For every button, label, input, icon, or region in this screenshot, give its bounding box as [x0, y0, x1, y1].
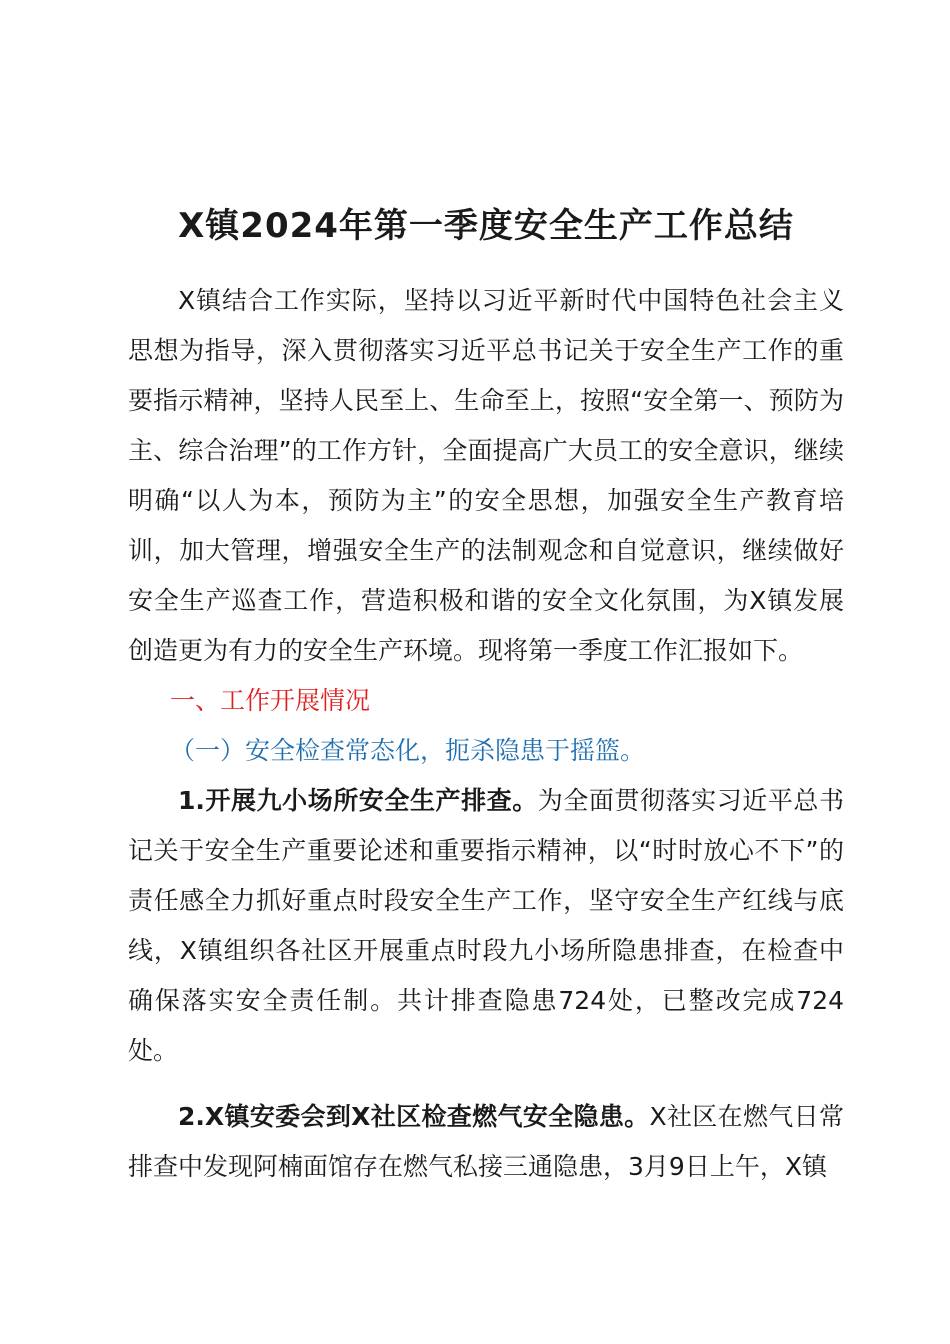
document-page [128, 200, 844, 1192]
item-2-lead: 2.X镇安委会到X社区检查燃气安全隐患。 [178, 1102, 650, 1131]
document-title: X镇2024年第一季度安全生产工作总结 [178, 206, 794, 246]
section-heading-work-progress: 一、工作开展情况 [170, 686, 371, 715]
item-1-body: 为全面贯彻落实习近平总书记关于安全生产重要论述和重要指示精神，以“时时放心不下”的责任感全力抓好重点时段安全生产工作，坚守安全生产红线与底线，X镇组织各社区开展重点时段九小场所隐患排查，在检查中确保落实安全责任制。共计排查隐患724处，已整改完成724处。 [128, 786, 844, 1065]
item-paragraph-1 [128, 776, 844, 1076]
item-1-lead: 1.开展九小场所安全生产排查。 [178, 786, 538, 815]
intro-paragraph: X镇结合工作实际，坚持以习近平新时代中国特色社会主义思想为指导，深入贯彻落实习近平总书记关于安全生产工作的重要指示精神，坚持人民至上、生命至上，按照“安全第一、预防为主、综合治理”的工作方针，全面提高广大员工的安全意识，继续明确“以人为本，预防为主”的安全思想，加强安全生产教育培训，加大管理，增强安全生产的法制观念和自觉意识，继续做好安全生产巡查工作，营造积极和谐的安全文化氛围，为X镇发展创造更为有力的安全生产环境。现将第一季度工作汇报如下。 [128, 286, 844, 665]
subsection-heading-safety-inspection: （一）安全检查常态化，扼杀隐患于摇篮。 [170, 736, 646, 765]
item-2-body: X社区在燃气日常排查中发现阿楠面馆存在燃气私接三通隐患，3月9日上午，X镇 [128, 1102, 844, 1181]
item-paragraph-2 [128, 1092, 844, 1192]
